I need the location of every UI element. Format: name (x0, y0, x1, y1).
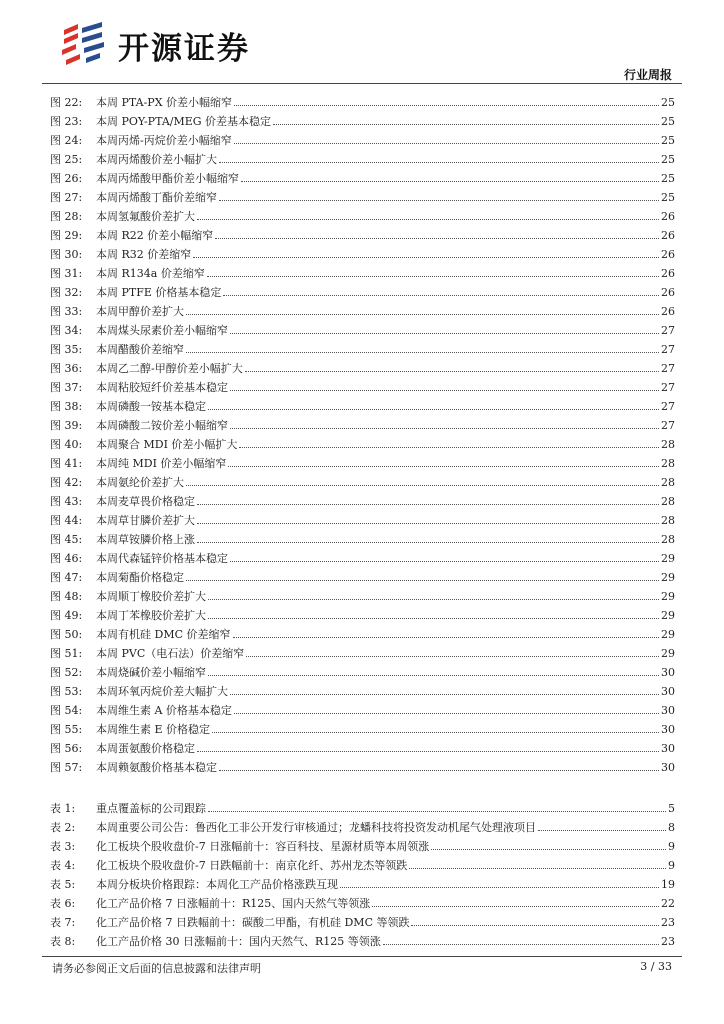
figure-entry-number: 图 55: (50, 723, 83, 736)
figure-entry-page-number: 26 (661, 210, 675, 223)
figure-entry-number: 图 52: (50, 666, 83, 679)
figure-entry-leader-dots (230, 390, 659, 391)
figure-entry-title: 本周纯 MDI 价差小幅缩窄 (96, 457, 227, 470)
table-entry[interactable] (50, 815, 675, 834)
table-entry[interactable] (50, 891, 675, 910)
figure-entry-number: 图 54: (50, 704, 83, 717)
figure-entry-number: 图 35: (50, 343, 83, 356)
table-of-contents (50, 90, 675, 948)
brand-logo-mark-icon (60, 20, 106, 66)
figure-list (50, 90, 675, 774)
figure-entry[interactable] (50, 318, 675, 337)
figure-entry-title: 本周草铵膦价格上涨 (96, 533, 195, 546)
figure-entry[interactable] (50, 299, 675, 318)
figure-entry-page-number: 25 (661, 115, 675, 128)
figure-entry-title: 本周 R22 价差小幅缩窄 (96, 229, 214, 242)
figure-entry-page-number: 30 (661, 723, 675, 736)
figure-entry-number: 图 25: (50, 153, 83, 166)
figure-entry-title: 本周丙烯酸价差小幅扩大 (96, 153, 217, 166)
figure-entry[interactable] (50, 622, 675, 641)
table-entry-leader-dots (383, 944, 659, 945)
figure-entry-leader-dots (219, 162, 659, 163)
figure-entry-leader-dots (219, 200, 659, 201)
table-entry[interactable] (50, 834, 675, 853)
figure-entry-page-number: 27 (661, 343, 675, 356)
figure-entry-leader-dots (234, 105, 659, 106)
figure-entry-number: 图 30: (50, 248, 83, 261)
table-entry-number: 表 3: (50, 840, 76, 853)
figure-entry-leader-dots (234, 713, 659, 714)
figure-entry-page-number: 29 (661, 571, 675, 584)
figure-entry[interactable] (50, 375, 675, 394)
brand-name: 开源证券 (118, 31, 250, 67)
figure-entry-leader-dots (208, 675, 659, 676)
figure-entry-title: 本周煤头尿素价差小幅缩窄 (96, 324, 228, 337)
figure-entry-title: 本周维生素 E 价格稳定 (96, 723, 211, 736)
figure-entry-number: 图 45: (50, 533, 83, 546)
figure-entry-page-number: 28 (661, 457, 675, 470)
figure-entry-page-number: 28 (661, 476, 675, 489)
figure-entry-leader-dots (234, 143, 659, 144)
figure-entry[interactable] (50, 451, 675, 470)
figure-entry-page-number: 26 (661, 286, 675, 299)
figure-entry-number: 图 24: (50, 134, 83, 147)
section-gap (50, 774, 675, 796)
figure-entry-number: 图 38: (50, 400, 83, 413)
table-entry-page-number: 23 (661, 935, 675, 948)
figure-entry-page-number: 30 (661, 742, 675, 755)
figure-entry-number: 图 34: (50, 324, 83, 337)
table-entry-page-number: 5 (668, 802, 675, 815)
figure-entry-leader-dots (186, 485, 659, 486)
table-entry-number: 表 4: (50, 859, 76, 872)
figure-entry-page-number: 29 (661, 647, 675, 660)
figure-entry-page-number: 25 (661, 191, 675, 204)
page-indicator: 3 / 33 (640, 960, 672, 973)
table-entry-page-number: 8 (668, 821, 675, 834)
table-entry-number: 表 6: (50, 897, 76, 910)
table-entry-leader-dots (538, 830, 666, 831)
figure-entry-title: 本周磷酸一铵基本稳定 (96, 400, 206, 413)
figure-entry-leader-dots (208, 599, 659, 600)
figure-entry-number: 图 41: (50, 457, 83, 470)
figure-entry-leader-dots (197, 523, 659, 524)
figure-entry[interactable] (50, 679, 675, 698)
figure-entry-title: 本周醋酸价差缩窄 (96, 343, 184, 356)
figure-entry-page-number: 28 (661, 514, 675, 527)
brand-logo (60, 20, 300, 66)
figure-entry-title: 本周代森锰锌价格基本稳定 (96, 552, 228, 565)
table-entry-leader-dots (411, 925, 659, 926)
figure-entry-number: 图 53: (50, 685, 83, 698)
figure-entry-number: 图 27: (50, 191, 83, 204)
figure-entry-page-number: 25 (661, 96, 675, 109)
figure-entry-number: 图 46: (50, 552, 83, 565)
figure-entry-number: 图 44: (50, 514, 83, 527)
page-header (0, 0, 724, 90)
figure-entry[interactable] (50, 109, 675, 128)
table-entry-title: 本周重要公司公告：鲁西化工非公开发行审核通过；龙蟠科技将投资发动机尾气处理液项目 (96, 821, 536, 834)
figure-entry-number: 图 40: (50, 438, 83, 451)
table-entry-page-number: 22 (661, 897, 675, 910)
figure-entry-page-number: 29 (661, 552, 675, 565)
figure-entry[interactable] (50, 489, 675, 508)
figure-entry-title: 本周氢氟酸价差扩大 (96, 210, 195, 223)
figure-entry[interactable] (50, 470, 675, 489)
figure-entry[interactable] (50, 736, 675, 755)
figure-entry[interactable] (50, 280, 675, 299)
figure-entry[interactable] (50, 432, 675, 451)
figure-entry-number: 图 48: (50, 590, 83, 603)
table-entry-page-number: 19 (661, 878, 675, 891)
table-entry-number: 表 2: (50, 821, 76, 834)
figure-entry-leader-dots (233, 637, 660, 638)
figure-entry-page-number: 30 (661, 685, 675, 698)
figure-entry[interactable] (50, 755, 675, 774)
figure-entry-page-number: 26 (661, 248, 675, 261)
figure-entry-leader-dots (207, 276, 659, 277)
figure-entry-leader-dots (193, 257, 659, 258)
table-entry-title: 化工产品价格 7 日涨幅前十：R125、国内天然气等领涨 (96, 897, 371, 910)
figure-entry[interactable] (50, 584, 675, 603)
figure-entry-page-number: 28 (661, 438, 675, 451)
figure-entry-page-number: 29 (661, 628, 675, 641)
figure-entry[interactable] (50, 698, 675, 717)
table-entry-title: 本周分板块价格跟踪：本周化工产品价格涨跌互现 (96, 878, 338, 891)
figure-entry-leader-dots (215, 238, 659, 239)
figure-entry-number: 图 57: (50, 761, 83, 774)
report-type: 行业周报 (623, 68, 672, 82)
figure-entry-number: 图 37: (50, 381, 83, 394)
figure-entry[interactable] (50, 641, 675, 660)
figure-entry-leader-dots (230, 694, 659, 695)
table-entry-leader-dots (208, 811, 666, 812)
table-entry-leader-dots (340, 887, 659, 888)
figure-entry-number: 图 47: (50, 571, 83, 584)
figure-entry-title: 本周有机硅 DMC 价差缩窄 (96, 628, 231, 641)
figure-entry-page-number: 29 (661, 609, 675, 622)
figure-entry-number: 图 23: (50, 115, 83, 128)
figure-entry-title: 本周粘胶短纤价差基本稳定 (96, 381, 228, 394)
figure-entry-number: 图 31: (50, 267, 83, 280)
figure-entry[interactable] (50, 717, 675, 736)
figure-entry-title: 本周环氧丙烷价差大幅扩大 (96, 685, 228, 698)
figure-entry-title: 本周顺丁橡胶价差扩大 (96, 590, 206, 603)
figure-entry-title: 本周 PTA-PX 价差小幅缩窄 (96, 96, 233, 109)
table-entry[interactable] (50, 872, 675, 891)
figure-entry-number: 图 22: (50, 96, 83, 109)
figure-entry[interactable] (50, 356, 675, 375)
figure-entry-page-number: 30 (661, 761, 675, 774)
figure-entry-title: 本周赖氨酸价格基本稳定 (96, 761, 217, 774)
table-entry-leader-dots (409, 868, 666, 869)
figure-entry-title: 本周丙烯酸甲酯价差小幅缩窄 (96, 172, 239, 185)
figure-entry-page-number: 27 (661, 419, 675, 432)
figure-entry-number: 图 56: (50, 742, 83, 755)
figure-entry-number: 图 32: (50, 286, 83, 299)
figure-entry-number: 图 28: (50, 210, 83, 223)
figure-entry-title: 本周烧碱价差小幅缩窄 (96, 666, 206, 679)
figure-entry[interactable] (50, 660, 675, 679)
figure-entry-title: 本周 PTFE 价格基本稳定 (96, 286, 222, 299)
figure-entry-page-number: 26 (661, 229, 675, 242)
figure-entry-page-number: 27 (661, 362, 675, 375)
figure-entry-number: 图 26: (50, 172, 83, 185)
figure-entry-leader-dots (228, 466, 659, 467)
figure-entry-leader-dots (273, 124, 659, 125)
table-entry-title: 化工板块个股收盘价-7 日跌幅前十：南京化纤、苏州龙杰等领跌 (96, 859, 408, 872)
figure-entry-number: 图 50: (50, 628, 83, 641)
figure-entry-title: 本周磷酸二铵价差小幅缩窄 (96, 419, 228, 432)
figure-entry-title: 本周 R32 价差缩窄 (96, 248, 192, 261)
figure-entry-number: 图 36: (50, 362, 83, 375)
table-entry-page-number: 9 (668, 859, 675, 872)
figure-entry[interactable] (50, 508, 675, 527)
table-entry-number: 表 1: (50, 802, 76, 815)
figure-entry-title: 本周甲醇价差扩大 (96, 305, 184, 318)
figure-entry-leader-dots (186, 314, 659, 315)
figure-entry-number: 图 51: (50, 647, 83, 660)
figure-entry[interactable] (50, 394, 675, 413)
table-entry-leader-dots (431, 849, 666, 850)
figure-entry-leader-dots (246, 656, 659, 657)
figure-entry-leader-dots (208, 409, 659, 410)
figure-entry[interactable] (50, 337, 675, 356)
figure-entry-number: 图 42: (50, 476, 83, 489)
figure-entry-leader-dots (212, 732, 659, 733)
figure-entry-title: 本周维生素 A 价格基本稳定 (96, 704, 232, 717)
table-entry-title: 化工板块个股收盘价-7 日涨幅前十：容百科技、星源材质等本周领涨 (96, 840, 430, 853)
figure-entry-leader-dots (197, 219, 659, 220)
figure-entry-leader-dots (223, 295, 659, 296)
figure-entry-title: 本周聚合 MDI 价差小幅扩大 (96, 438, 238, 451)
figure-entry[interactable] (50, 527, 675, 546)
figure-entry-leader-dots (230, 428, 659, 429)
table-entry-title: 重点覆盖标的公司跟踪 (96, 802, 206, 815)
table-entry[interactable] (50, 853, 675, 872)
figure-entry-number: 图 49: (50, 609, 83, 622)
figure-entry[interactable] (50, 166, 675, 185)
footer-divider (42, 956, 682, 957)
table-entry[interactable] (50, 929, 675, 948)
figure-entry-leader-dots (197, 504, 659, 505)
figure-entry-title: 本周丙烯酸丁酯价差缩窄 (96, 191, 217, 204)
table-entry-title: 化工产品价格 30 日涨幅前十：国内天然气、R125 等领涨 (96, 935, 381, 948)
figure-entry[interactable] (50, 261, 675, 280)
figure-entry-page-number: 25 (661, 172, 675, 185)
figure-entry-page-number: 29 (661, 590, 675, 603)
figure-entry-title: 本周 PVC（电石法）价差缩窄 (96, 647, 245, 660)
figure-entry[interactable] (50, 413, 675, 432)
figure-entry[interactable] (50, 242, 675, 261)
figure-entry-number: 图 33: (50, 305, 83, 318)
figure-entry-leader-dots (241, 181, 659, 182)
figure-entry-title: 本周麦草畏价格稳定 (96, 495, 195, 508)
figure-entry-title: 本周菊酯价格稳定 (96, 571, 184, 584)
figure-entry[interactable] (50, 90, 675, 109)
figure-entry[interactable] (50, 546, 675, 565)
table-entry-number: 表 5: (50, 878, 76, 891)
figure-entry[interactable] (50, 147, 675, 166)
figure-entry-leader-dots (230, 561, 659, 562)
figure-entry-page-number: 30 (661, 666, 675, 679)
table-entry-number: 表 8: (50, 935, 76, 948)
figure-entry-leader-dots (197, 751, 659, 752)
figure-entry-leader-dots (208, 618, 659, 619)
figure-entry[interactable] (50, 128, 675, 147)
figure-entry-title: 本周氨纶价差扩大 (96, 476, 184, 489)
figure-entry-title: 本周蛋氨酸价格稳定 (96, 742, 195, 755)
figure-entry-page-number: 25 (661, 153, 675, 166)
figure-entry-leader-dots (230, 333, 659, 334)
table-entry[interactable] (50, 796, 675, 815)
figure-entry-number: 图 29: (50, 229, 83, 242)
figure-entry-number: 图 39: (50, 419, 83, 432)
footer-disclaimer: 请务必参阅正文后面的信息披露和法律声明 (52, 962, 261, 975)
figure-entry-page-number: 27 (661, 400, 675, 413)
figure-entry-leader-dots (197, 542, 659, 543)
figure-entry-page-number: 30 (661, 704, 675, 717)
figure-entry-leader-dots (239, 447, 659, 448)
figure-entry-leader-dots (219, 770, 659, 771)
figure-entry-title: 本周乙二醇-甲醇价差小幅扩大 (96, 362, 243, 375)
table-entry[interactable] (50, 910, 675, 929)
figure-entry-leader-dots (186, 352, 659, 353)
figure-entry-page-number: 26 (661, 267, 675, 280)
table-entry-page-number: 23 (661, 916, 675, 929)
figure-entry-page-number: 27 (661, 324, 675, 337)
figure-entry-title: 本周草甘膦价差扩大 (96, 514, 195, 527)
figure-entry-page-number: 25 (661, 134, 675, 147)
figure-entry-page-number: 28 (661, 495, 675, 508)
table-entry-title: 化工产品价格 7 日跌幅前十：碳酸二甲酯，有机硅 DMC 等领跌 (96, 916, 410, 929)
figure-entry[interactable] (50, 185, 675, 204)
figure-entry-title: 本周 POY-PTA/MEG 价差基本稳定 (96, 115, 272, 128)
figure-entry-title: 本周 R134a 价差缩窄 (96, 267, 205, 280)
figure-entry-number: 图 43: (50, 495, 83, 508)
figure-entry-page-number: 28 (661, 533, 675, 546)
figure-entry-title: 本周丁苯橡胶价差扩大 (96, 609, 206, 622)
table-entry-page-number: 9 (668, 840, 675, 853)
figure-entry-title: 本周丙烯-丙烷价差小幅缩窄 (96, 134, 232, 147)
figure-entry[interactable] (50, 204, 675, 223)
figure-entry-leader-dots (186, 580, 659, 581)
figure-entry[interactable] (50, 223, 675, 242)
table-entry-number: 表 7: (50, 916, 76, 929)
figure-entry-page-number: 27 (661, 381, 675, 394)
figure-entry[interactable] (50, 565, 675, 584)
header-divider (42, 83, 682, 84)
figure-entry[interactable] (50, 603, 675, 622)
table-list (50, 796, 675, 948)
figure-entry-page-number: 26 (661, 305, 675, 318)
table-entry-leader-dots (372, 906, 659, 907)
figure-entry-leader-dots (245, 371, 659, 372)
